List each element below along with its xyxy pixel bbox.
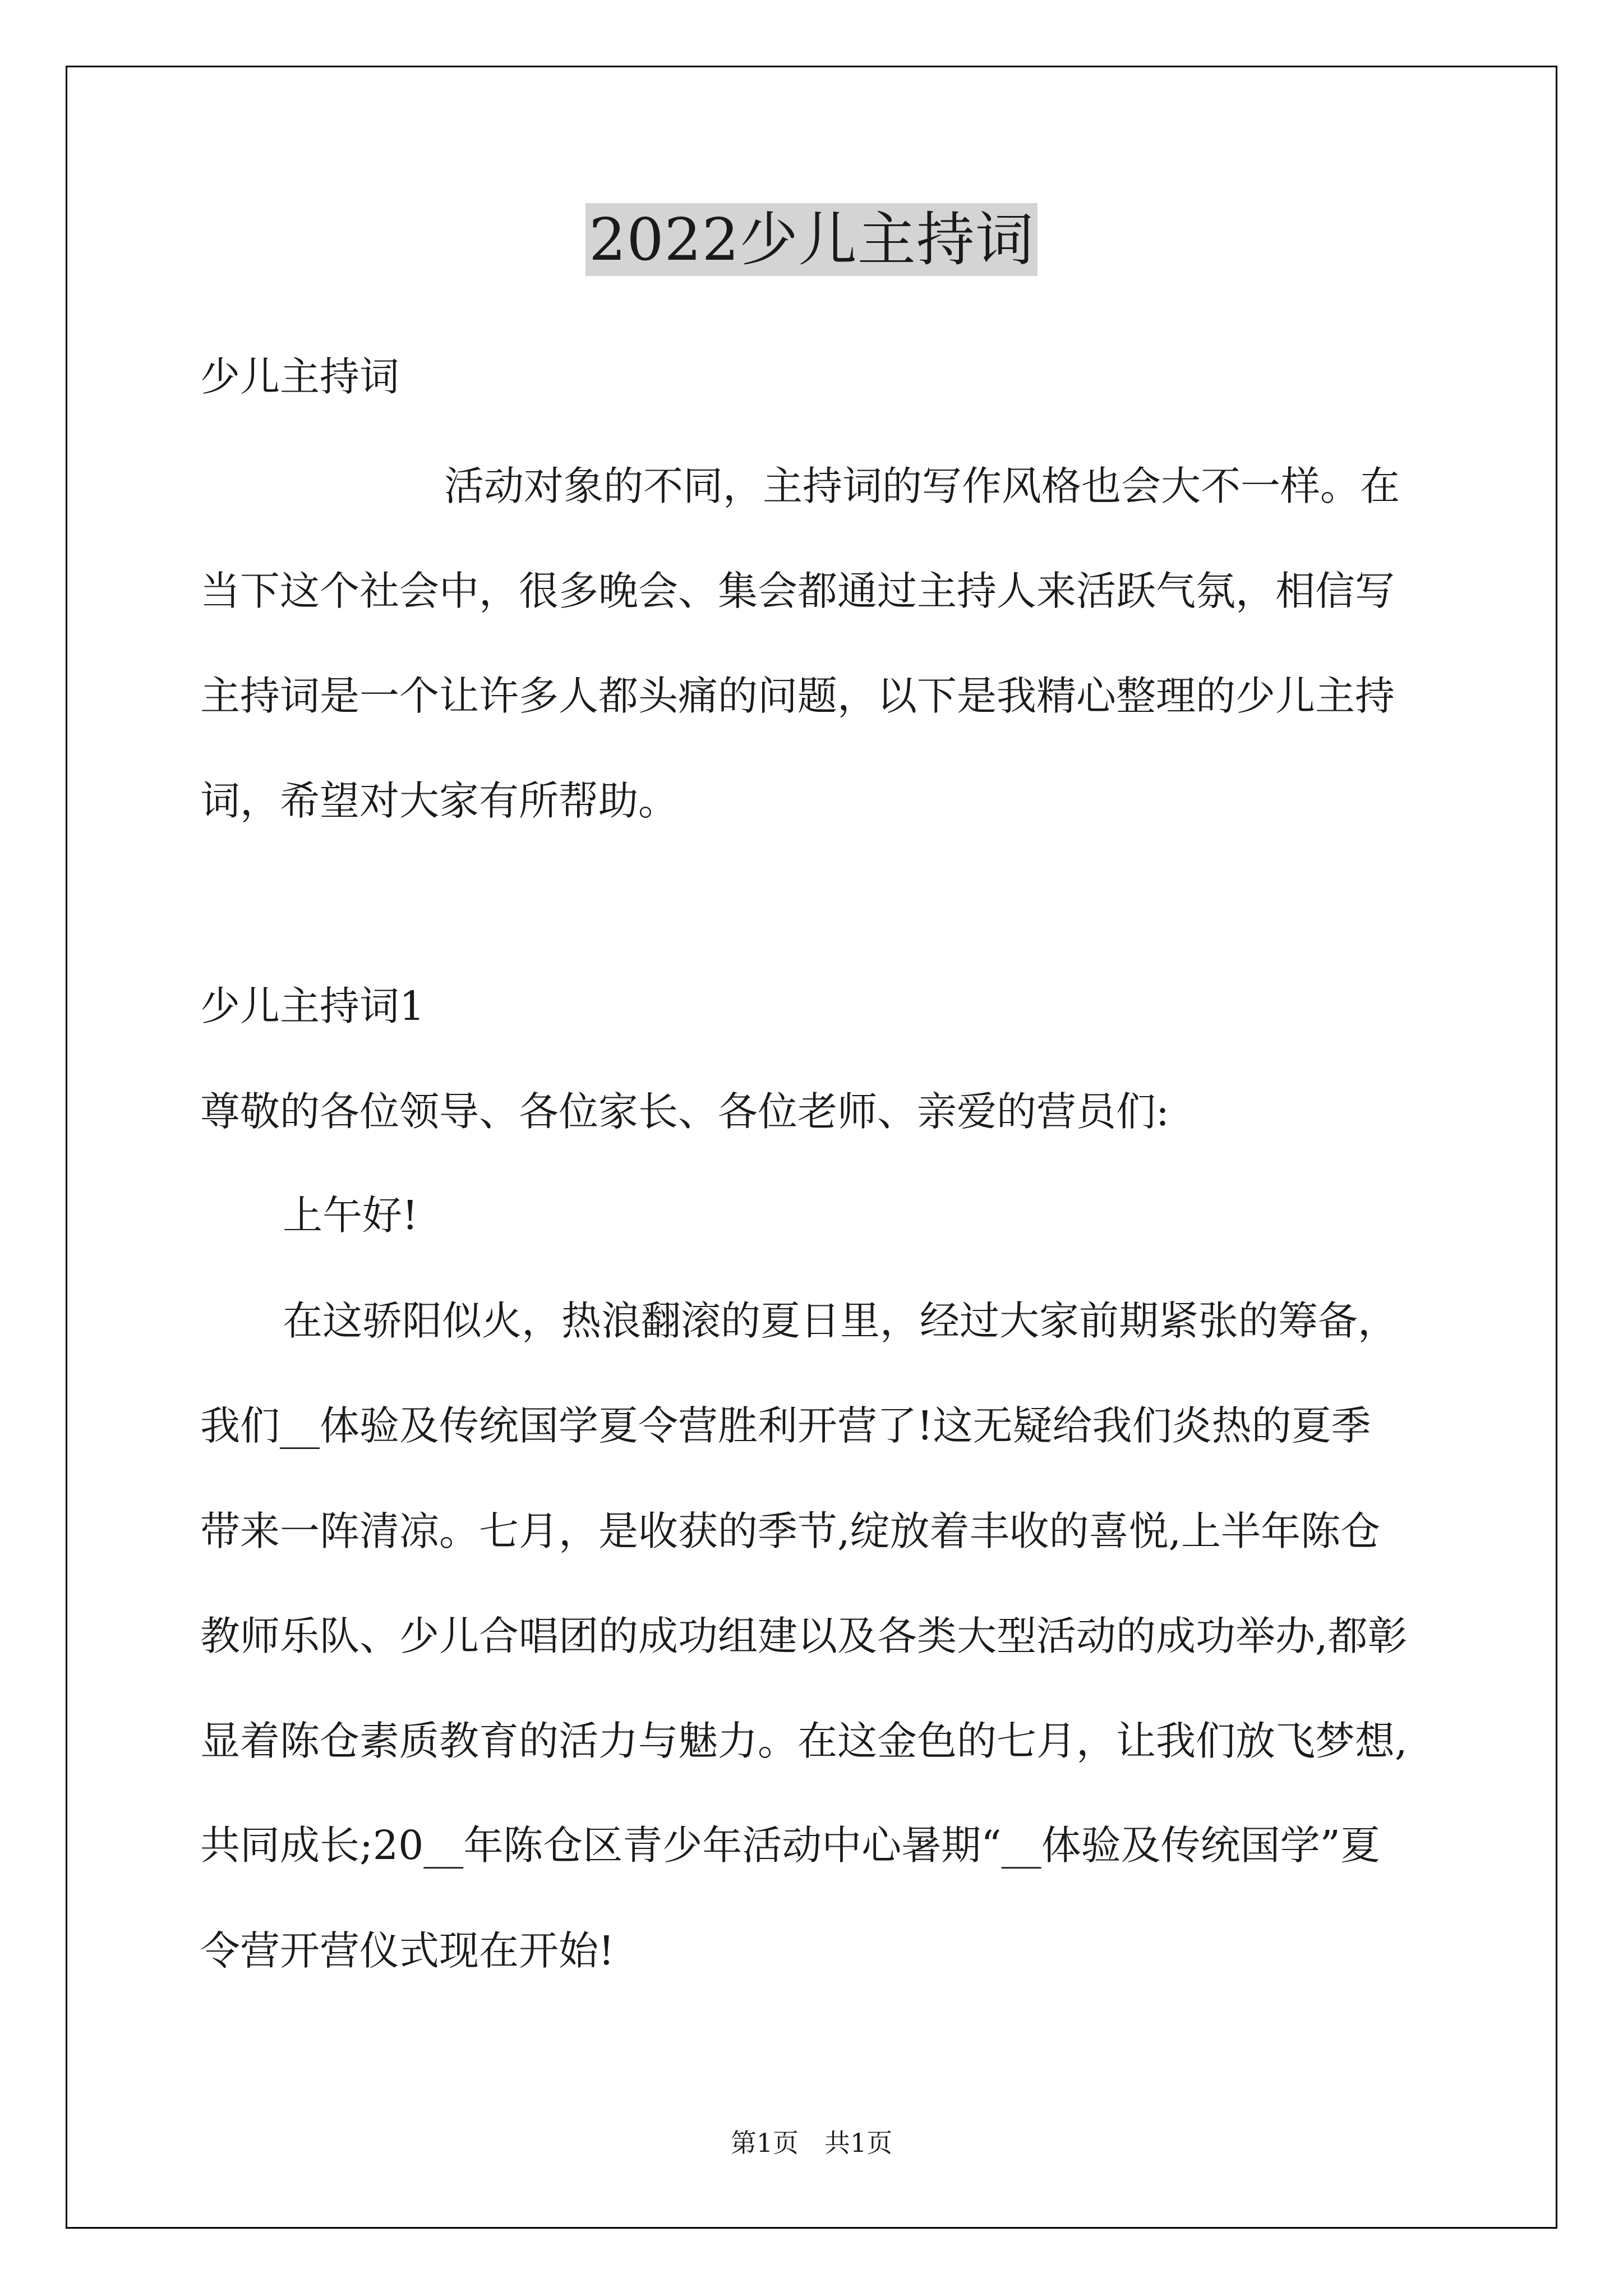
- paragraph-line: 教师乐队、少儿合唱团的成功组建以及各类大型活动的成功举办,都彰: [200, 1613, 1408, 1659]
- paragraph-line: 活动对象的不同，主持词的写作风格也会大不一样。在: [444, 463, 1400, 509]
- paragraph-line: 显着陈仓素质教育的活力与魅力。在这金色的七月，让我们放飞梦想,: [200, 1718, 1408, 1764]
- paragraph-line: 共同成长;20__年陈仓区青少年活动中心暑期“__体验及传统国学”夏: [200, 1822, 1380, 1869]
- paragraph-line: 我们__体验及传统国学夏令营胜利开营了!这无疑给我们炎热的夏季: [200, 1402, 1371, 1449]
- paragraph-line: 令营开营仪式现在开始!: [200, 1927, 615, 1974]
- section-heading: 少儿主持词: [200, 353, 400, 400]
- section-heading: 少儿主持词1: [200, 983, 425, 1029]
- greeting-line: 上午好!: [283, 1192, 418, 1239]
- title-container: [0, 203, 1623, 276]
- paragraph-line: 词，希望对大家有所帮助。: [200, 777, 679, 824]
- page-number-footer: 第1页 共1页: [730, 2128, 893, 2158]
- paragraph-line: 带来一阵清凉。七月，是收获的季节,绽放着丰收的喜悦,上半年陈仓: [200, 1508, 1381, 1554]
- paragraph-line: 当下这个社会中，很多晚会、集会都通过主持人来活跃气氛，相信写: [200, 568, 1395, 614]
- paragraph-line: 主持词是一个让许多人都头痛的问题，以下是我精心整理的少儿主持: [200, 673, 1395, 719]
- salutation-line: 尊敬的各位领导、各位家长、各位老师、亲爱的营员们:: [200, 1088, 1169, 1135]
- paragraph-line: 在这骄阳似火，热浪翻滚的夏日里，经过大家前期紧张的筹备，: [283, 1297, 1398, 1344]
- document-title: 2022少儿主持词: [585, 203, 1038, 276]
